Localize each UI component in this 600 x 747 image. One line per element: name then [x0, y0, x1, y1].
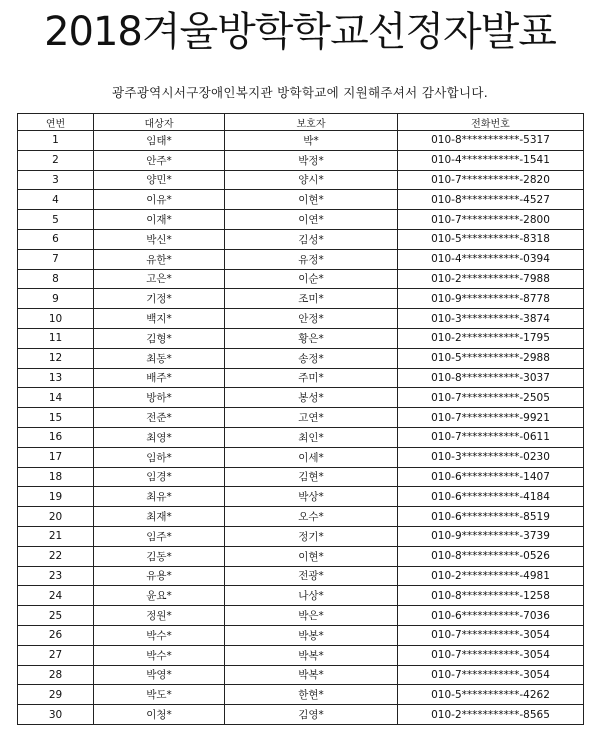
cell-number: 1 — [18, 131, 94, 151]
cell-phone: 010-5***********-2988 — [398, 348, 584, 368]
cell-phone: 010-5***********-4262 — [398, 685, 584, 705]
table-row — [18, 229, 584, 249]
cell-guardian: 유정* — [225, 249, 398, 269]
cell-student: 정원* — [94, 606, 225, 626]
cell-student: 배주* — [94, 368, 225, 388]
cell-number: 17 — [18, 447, 94, 467]
table-row — [18, 685, 584, 705]
cell-phone: 010-6***********-1407 — [398, 467, 584, 487]
cell-number: 19 — [18, 487, 94, 507]
cell-guardian: 전광* — [225, 566, 398, 586]
cell-phone: 010-2***********-7988 — [398, 269, 584, 289]
cell-guardian: 이연* — [225, 210, 398, 230]
cell-guardian: 박상* — [225, 487, 398, 507]
cell-phone: 010-9***********-3739 — [398, 526, 584, 546]
cell-student: 전준* — [94, 408, 225, 428]
cell-guardian: 조미* — [225, 289, 398, 309]
cell-number: 2 — [18, 150, 94, 170]
table-row — [18, 388, 584, 408]
table-row — [18, 467, 584, 487]
table-row — [18, 348, 584, 368]
table-row — [18, 526, 584, 546]
cell-number: 29 — [18, 685, 94, 705]
cell-student: 양민* — [94, 170, 225, 190]
table-body — [18, 131, 584, 725]
table-row — [18, 665, 584, 685]
table-row — [18, 328, 584, 348]
cell-guardian: 한현* — [225, 685, 398, 705]
page-subtitle: 광주광역시서구장애인복지관 방학학교에 지원해주셔서 감사합니다. — [112, 85, 488, 100]
cell-student: 고은* — [94, 269, 225, 289]
table-row — [18, 190, 584, 210]
table-row — [18, 645, 584, 665]
cell-phone: 010-7***********-3054 — [398, 665, 584, 685]
table-row — [18, 546, 584, 566]
cell-student: 이청* — [94, 705, 225, 725]
cell-number: 5 — [18, 210, 94, 230]
table-row — [18, 150, 584, 170]
cell-guardian: 최인* — [225, 427, 398, 447]
cell-guardian: 김성* — [225, 229, 398, 249]
page-title: 2018겨울방학학교선정자발표 — [44, 9, 556, 55]
cell-number: 7 — [18, 249, 94, 269]
cell-guardian: 안정* — [225, 309, 398, 329]
table-row — [18, 586, 584, 606]
cell-student: 김동* — [94, 546, 225, 566]
cell-guardian: 박정* — [225, 150, 398, 170]
cell-guardian: 이현* — [225, 190, 398, 210]
cell-phone: 010-5***********-8318 — [398, 229, 584, 249]
cell-student: 윤요* — [94, 586, 225, 606]
cell-phone: 010-6***********-8519 — [398, 507, 584, 527]
cell-number: 18 — [18, 467, 94, 487]
cell-number: 15 — [18, 408, 94, 428]
cell-number: 3 — [18, 170, 94, 190]
cell-number: 24 — [18, 586, 94, 606]
cell-guardian: 양시* — [225, 170, 398, 190]
cell-phone: 010-7***********-3054 — [398, 645, 584, 665]
cell-number: 12 — [18, 348, 94, 368]
table-row — [18, 566, 584, 586]
cell-number: 21 — [18, 526, 94, 546]
cell-student: 박수* — [94, 625, 225, 645]
cell-number: 23 — [18, 566, 94, 586]
cell-guardian: 김영* — [225, 705, 398, 725]
header-guardian: 보호자 — [225, 114, 398, 131]
cell-phone: 010-4***********-1541 — [398, 150, 584, 170]
cell-student: 이유* — [94, 190, 225, 210]
cell-student: 최유* — [94, 487, 225, 507]
cell-guardian: 박복* — [225, 645, 398, 665]
cell-guardian: 김현* — [225, 467, 398, 487]
table-row — [18, 487, 584, 507]
cell-number: 11 — [18, 328, 94, 348]
header-number: 연번 — [18, 114, 94, 131]
cell-guardian: 박복* — [225, 665, 398, 685]
cell-phone: 010-7***********-2800 — [398, 210, 584, 230]
cell-student: 김형* — [94, 328, 225, 348]
cell-student: 임하* — [94, 447, 225, 467]
cell-phone: 010-8***********-4527 — [398, 190, 584, 210]
cell-number: 6 — [18, 229, 94, 249]
table-row — [18, 269, 584, 289]
cell-guardian: 고연* — [225, 408, 398, 428]
cell-number: 13 — [18, 368, 94, 388]
cell-phone: 010-8***********-1258 — [398, 586, 584, 606]
selection-table — [17, 113, 584, 725]
cell-guardian: 나상* — [225, 586, 398, 606]
cell-student: 임주* — [94, 526, 225, 546]
cell-guardian: 박봉* — [225, 625, 398, 645]
cell-number: 30 — [18, 705, 94, 725]
cell-phone: 010-7***********-0611 — [398, 427, 584, 447]
cell-student: 최영* — [94, 427, 225, 447]
cell-guardian: 박* — [225, 131, 398, 151]
cell-guardian: 정기* — [225, 526, 398, 546]
cell-student: 이재* — [94, 210, 225, 230]
cell-student: 박신* — [94, 229, 225, 249]
table-header-row — [18, 114, 584, 131]
cell-guardian: 오수* — [225, 507, 398, 527]
header-phone: 전화번호 — [398, 114, 584, 131]
cell-number: 20 — [18, 507, 94, 527]
table-row — [18, 625, 584, 645]
table-row — [18, 170, 584, 190]
cell-phone: 010-7***********-3054 — [398, 625, 584, 645]
table-row — [18, 507, 584, 527]
cell-student: 유용* — [94, 566, 225, 586]
table-row — [18, 309, 584, 329]
cell-number: 9 — [18, 289, 94, 309]
table-row — [18, 368, 584, 388]
table-row — [18, 210, 584, 230]
header-student: 대상자 — [94, 114, 225, 131]
table-row — [18, 447, 584, 467]
cell-phone: 010-7***********-2505 — [398, 388, 584, 408]
cell-guardian: 송정* — [225, 348, 398, 368]
table-row — [18, 408, 584, 428]
cell-guardian: 봉성* — [225, 388, 398, 408]
cell-number: 28 — [18, 665, 94, 685]
cell-phone: 010-2***********-8565 — [398, 705, 584, 725]
cell-phone: 010-8***********-3037 — [398, 368, 584, 388]
cell-student: 최재* — [94, 507, 225, 527]
cell-student: 임태* — [94, 131, 225, 151]
cell-student: 유한* — [94, 249, 225, 269]
cell-phone: 010-6***********-7036 — [398, 606, 584, 626]
cell-number: 25 — [18, 606, 94, 626]
table-row — [18, 606, 584, 626]
cell-guardian: 박은* — [225, 606, 398, 626]
cell-number: 8 — [18, 269, 94, 289]
cell-student: 박영* — [94, 665, 225, 685]
cell-guardian: 주미* — [225, 368, 398, 388]
cell-number: 22 — [18, 546, 94, 566]
cell-student: 기정* — [94, 289, 225, 309]
cell-guardian: 이세* — [225, 447, 398, 467]
cell-number: 4 — [18, 190, 94, 210]
cell-number: 10 — [18, 309, 94, 329]
cell-phone: 010-2***********-4981 — [398, 566, 584, 586]
table-row — [18, 131, 584, 151]
cell-phone: 010-3***********-3874 — [398, 309, 584, 329]
cell-guardian: 황은* — [225, 328, 398, 348]
cell-guardian: 이현* — [225, 546, 398, 566]
cell-student: 안주* — [94, 150, 225, 170]
cell-number: 27 — [18, 645, 94, 665]
cell-number: 16 — [18, 427, 94, 447]
cell-student: 박수* — [94, 645, 225, 665]
cell-phone: 010-7***********-2820 — [398, 170, 584, 190]
table-row — [18, 289, 584, 309]
table-row — [18, 427, 584, 447]
cell-phone: 010-7***********-9921 — [398, 408, 584, 428]
cell-student: 방하* — [94, 388, 225, 408]
cell-student: 임경* — [94, 467, 225, 487]
cell-number: 26 — [18, 625, 94, 645]
cell-phone: 010-3***********-0230 — [398, 447, 584, 467]
cell-student: 백지* — [94, 309, 225, 329]
cell-number: 14 — [18, 388, 94, 408]
table-row — [18, 249, 584, 269]
cell-phone: 010-8***********-5317 — [398, 131, 584, 151]
cell-student: 최동* — [94, 348, 225, 368]
cell-phone: 010-9***********-8778 — [398, 289, 584, 309]
cell-guardian: 이순* — [225, 269, 398, 289]
cell-student: 박도* — [94, 685, 225, 705]
cell-phone: 010-6***********-4184 — [398, 487, 584, 507]
cell-phone: 010-8***********-0526 — [398, 546, 584, 566]
table-row — [18, 705, 584, 725]
cell-phone: 010-2***********-1795 — [398, 328, 584, 348]
cell-phone: 010-4***********-0394 — [398, 249, 584, 269]
